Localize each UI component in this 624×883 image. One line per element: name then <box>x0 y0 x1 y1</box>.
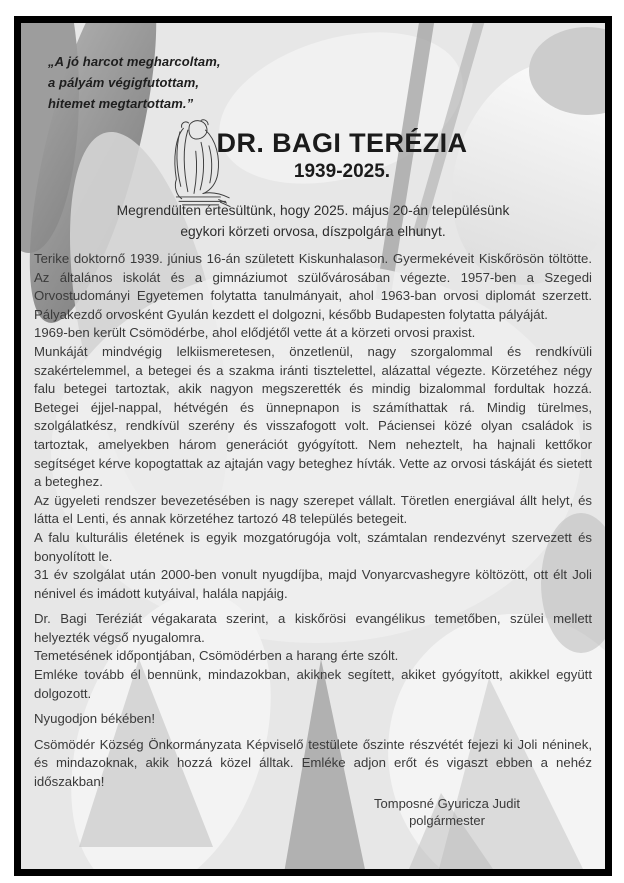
quote-line: „A jó harcot megharcoltam, <box>48 54 221 69</box>
obituary-paragraph: 31 év szolgálat után 2000-ben vonult nyugdíjba, majd Vonyarcvashegyre költözött, ott élt Joli nénivel és imádott kutyáival, halála napjáig. <box>34 567 592 601</box>
scripture-quote <box>48 51 268 114</box>
signature-name: Tomposné Gyuricza Judit <box>374 795 520 811</box>
signature-title: polgármester <box>409 812 485 828</box>
obituary-paragraph: Emléke tovább él bennünk, mindazokban, akiknek segített, akiket gyógyított, akikkel együtt dolgozott. <box>34 667 592 701</box>
memorial-content <box>21 23 605 869</box>
obituary-paragraph: Temetésének időpontjában, Csömödérben a harang érte szólt. <box>34 648 399 664</box>
quote-line: a pályám végigfutottam, <box>48 75 200 90</box>
obituary-body <box>34 250 592 792</box>
life-years: 1939-2025. <box>293 161 391 182</box>
memorial-header <box>63 128 612 182</box>
obituary-paragraph: Munkáját mindvégig lelkiismeretesen, önzetlenül, nagy szorgalommal és rendkívüli szakértelemmel, a betegei és a szakma iránti tisztelettel, alázattal végezte. Körzetéhez négy falu betegei tartoztak, akik nagyon megszerették és mindig bizalommal fordultak hozzá. Betegei éjjel-nappal, hétvégén és ünnepnapon is számíthattak rá. Mindig türelmes, szolgálatkész, rendkívül szerény és visszafogott volt. Páciensei közé olyan családok is tartoztak, amelyekben három generációt gyógyított. Nem neheztelt, ha hajnali kettőkor segítséget kérve kopogtattak az ajtaján vagy beteghez hívták. Vette az orvosi táskáját és sietett a beteghez. <box>34 343 592 490</box>
obituary-paragraph: Dr. Bagi Teréziát végakarata szerint, a kiskőrösi evangélikus temetőben, szülei mellett helyezték végső nyugalomra. <box>34 611 592 645</box>
memorial-frame <box>14 16 612 876</box>
obituary-paragraph: 1969-ben került Csömödérbe, ahol elődjétől vette át a körzeti orvosi praxist. <box>34 325 476 341</box>
quote-line: hitemet megtartottam.” <box>48 96 194 111</box>
obituary-paragraph: Terike doktornő 1939. június 16-án született Kiskunhalason. Gyermekéveit Kiskőrösön töltötte. Az általános iskolát és a gimnáziumot szülővárosában végezte. 1957-ben a Szegedi Orvostudományi Egyetemen folytatta tanulmányait, ahol 1963-ban orvosi diplomát szerzett. Pályakezdő orvosként Gyulán kezdett el dolgozni, később Budapesten folytatta pályáját. <box>34 251 592 322</box>
rest-in-peace-line: Nyugodjon békében! <box>34 711 155 727</box>
condolence-paragraph: Csömödér Község Önkormányzata Képviselő testülete őszinte részvétét fejezi ki Joli néninek, és mindazoknak, akik hozzá közel álltak. Emléke adjon erőt és vigaszt ebben a nehéz időszakban! <box>34 736 592 790</box>
obituary-paragraph: A falu kulturális életének is egyik mozgatórugója volt, számtalan rendezvényt szervezett és bonyolított le. <box>34 529 592 564</box>
deceased-name: DR. BAGI TERÉZIA <box>216 128 468 158</box>
announcement-text: Megrendülten értesültünk, hogy 2025. május 20-án településünk egykori körzeti orvosa, díszpolgára elhunyt. <box>116 203 510 239</box>
signature-block <box>340 795 554 829</box>
obituary-paragraph: Az ügyeleti rendszer bevezetésében is nagy szerepet vállalt. Töretlen energiával állt helyt, és látta el Lenti, és annak körzetéhez tartozó 48 település betegeit. <box>34 492 592 527</box>
